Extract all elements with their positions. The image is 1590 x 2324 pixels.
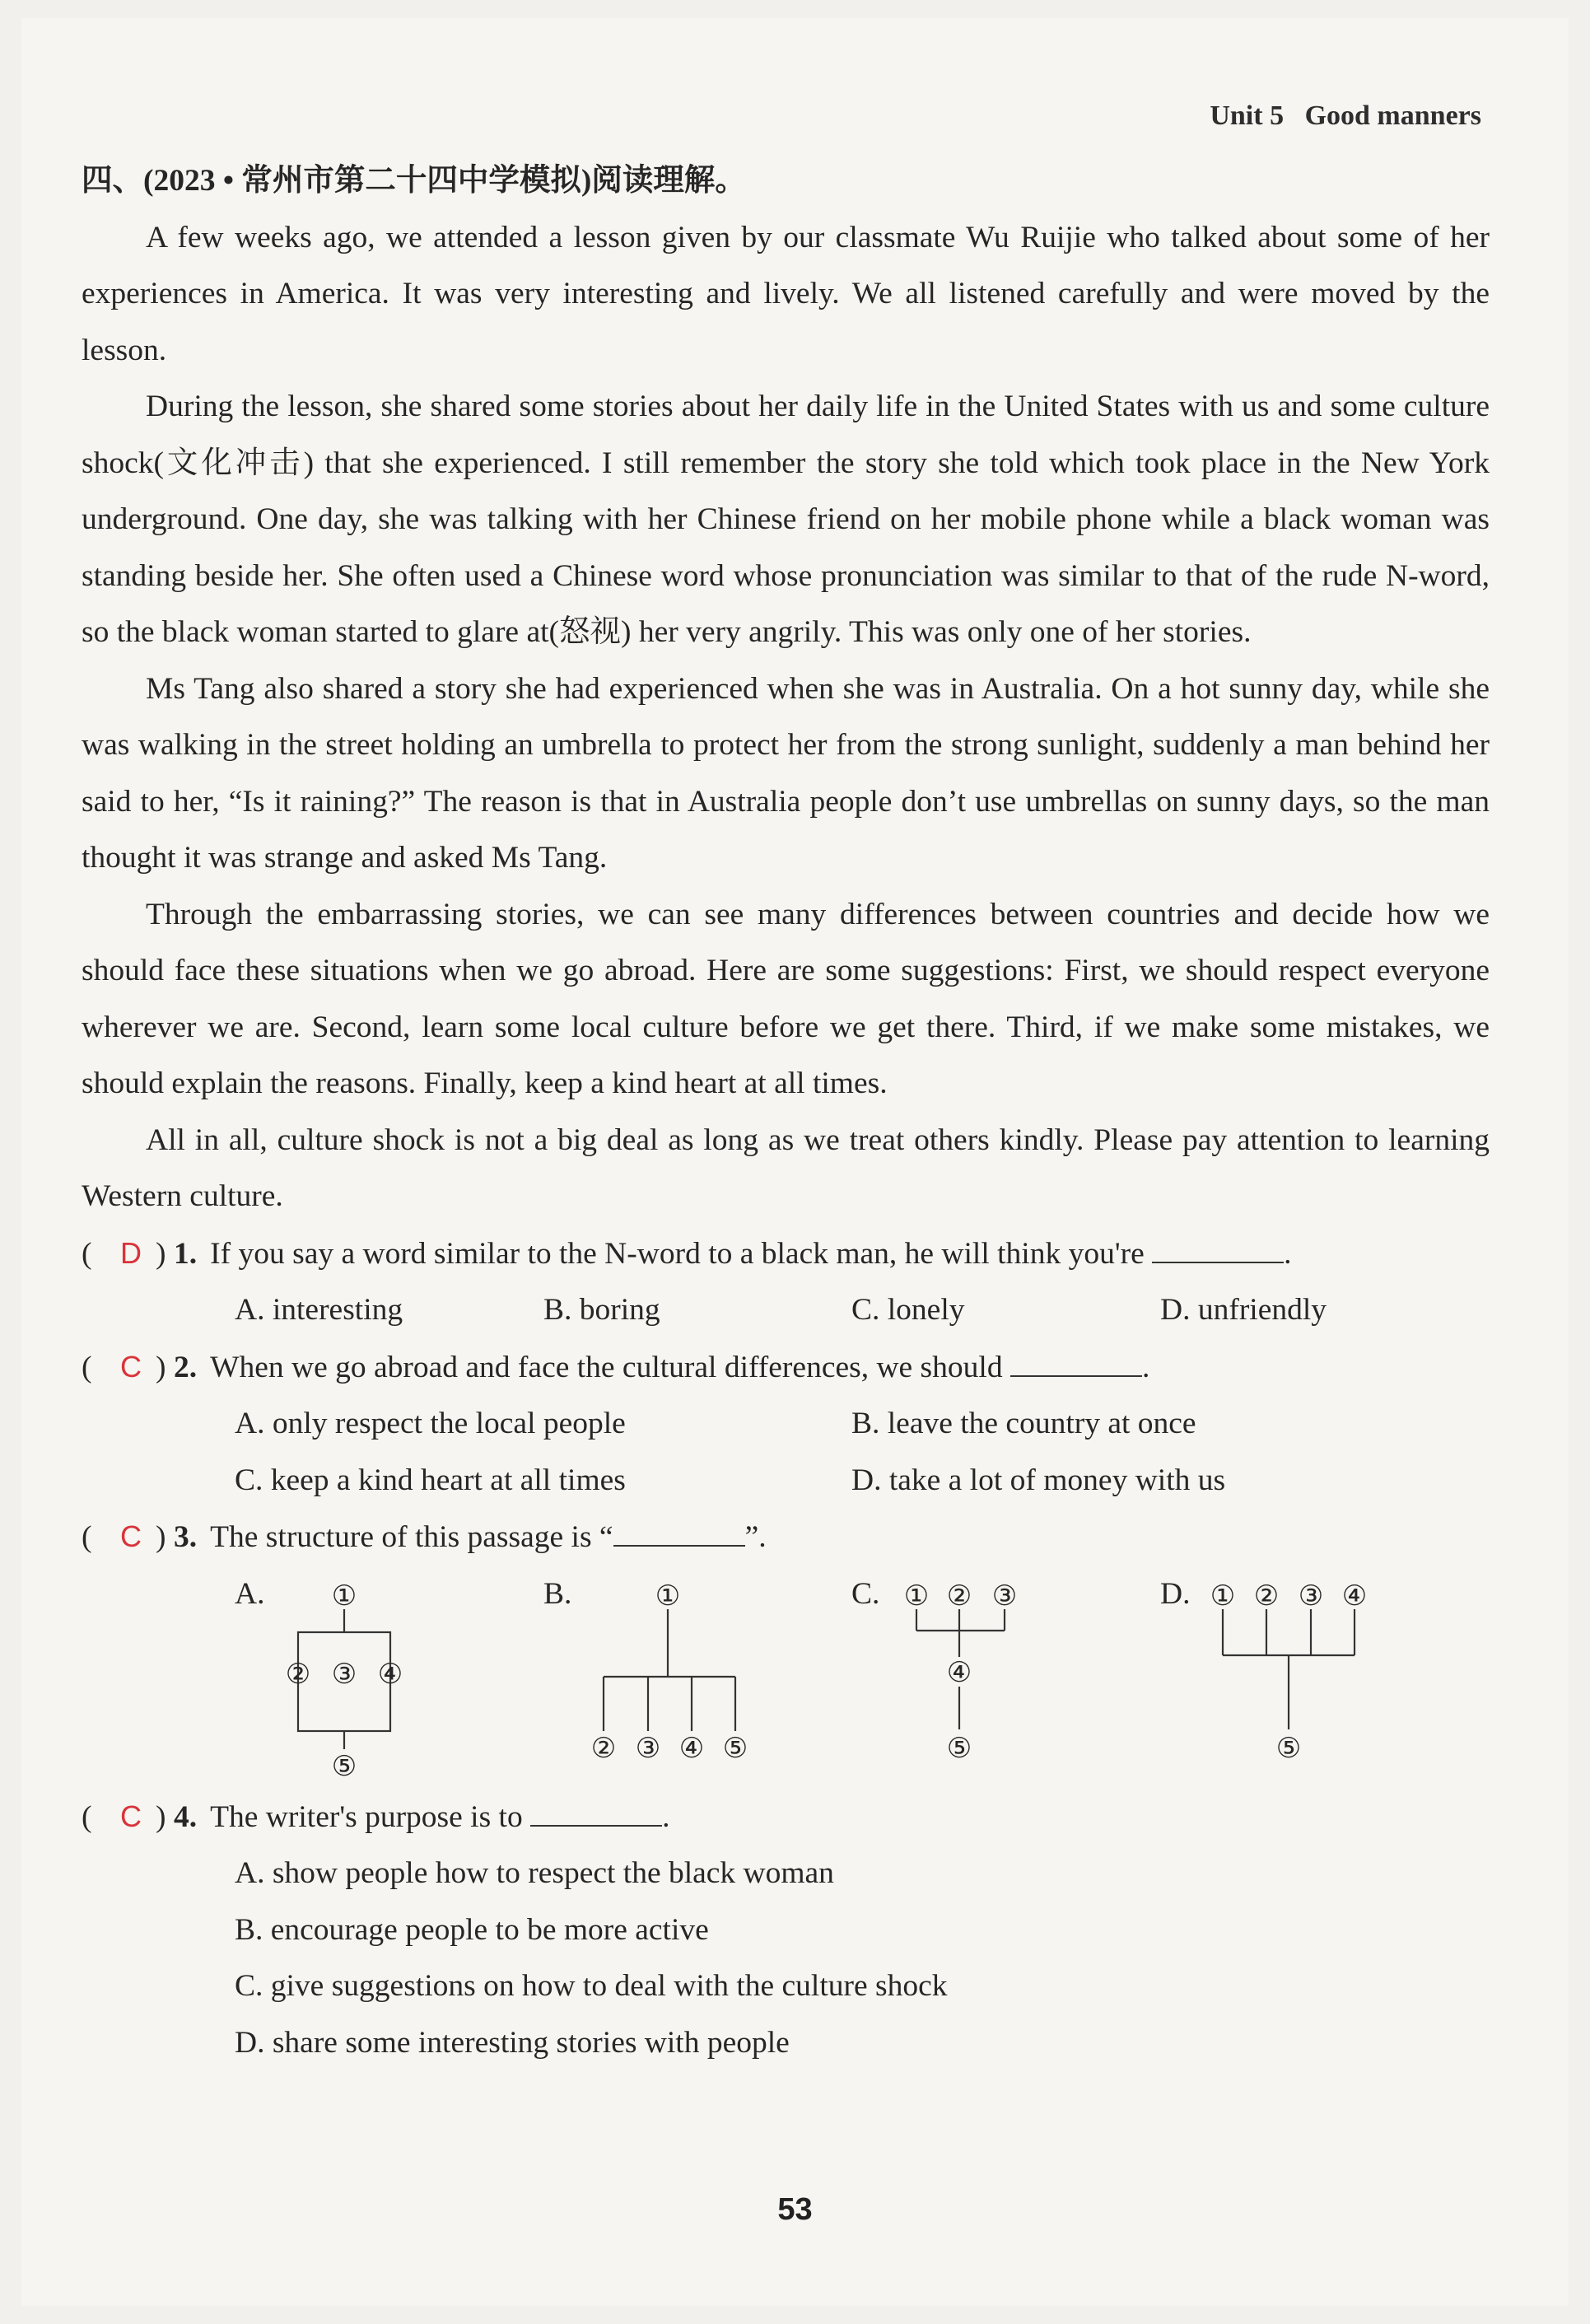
paren-close: ) bbox=[156, 1350, 166, 1384]
answer-blank bbox=[613, 1512, 745, 1547]
option-d: D. take a lot of money with us bbox=[851, 1463, 1226, 1497]
node-1: ① bbox=[331, 1579, 357, 1612]
paren-close: ) bbox=[156, 1236, 166, 1271]
unit-title: Good manners bbox=[1304, 100, 1481, 131]
option-b: B. bbox=[543, 1576, 572, 1611]
node-2: ② bbox=[946, 1579, 972, 1612]
paren-close: ) bbox=[156, 1520, 166, 1554]
node-1: ① bbox=[655, 1579, 681, 1612]
option-d: D. bbox=[1160, 1576, 1191, 1611]
question-3 bbox=[82, 1509, 1490, 1566]
diagram-c-svg bbox=[851, 1566, 1049, 1789]
answer-4: C bbox=[120, 1799, 142, 1833]
node-3: ③ bbox=[635, 1731, 661, 1765]
question-4 bbox=[82, 1789, 1490, 1846]
node-1: ① bbox=[1210, 1579, 1236, 1612]
question-2 bbox=[82, 1339, 1490, 1397]
option-b: B. boring bbox=[543, 1293, 660, 1327]
node-4: ④ bbox=[1341, 1579, 1368, 1612]
diagram-a-svg bbox=[235, 1566, 416, 1789]
node-2: ② bbox=[1253, 1579, 1280, 1612]
paren-open: ( bbox=[82, 1236, 92, 1271]
option-a: A. show people how to respect the black woman bbox=[235, 1856, 834, 1890]
node-3: ③ bbox=[991, 1579, 1018, 1612]
question-stem: The structure of this passage is “ bbox=[210, 1520, 613, 1554]
option-a: A. bbox=[235, 1576, 265, 1611]
node-4: ④ bbox=[377, 1657, 403, 1691]
question-number: 1. bbox=[174, 1236, 198, 1271]
option-c: C. give suggestions on how to deal with the culture shock bbox=[235, 1969, 948, 2003]
question-stem: The writer's purpose is to bbox=[210, 1799, 523, 1834]
question-2-options-row-2 bbox=[82, 1453, 1490, 1510]
paren-open: ( bbox=[82, 1520, 92, 1554]
structure-diagrams bbox=[82, 1566, 1490, 1789]
question-2-options-row-1 bbox=[82, 1396, 1490, 1453]
question-number: 4. bbox=[174, 1799, 198, 1834]
node-1: ① bbox=[903, 1579, 930, 1612]
passage-paragraph-2: During the lesson, she shared some stories about her daily life in the United States with us and some culture shock(文化冲击) that she experienced. I still remember the story she told which took place in the New York underground. One day, she was talking with her Chinese friend on her mobile phone while a black woman was standing beside her. She often used a Chinese word whose pronunciation was similar to that of the rude N-word, so the black woman started to glare at(怒视) her very angrily. This was only one of her stories. bbox=[82, 390, 1490, 649]
answer-blank bbox=[530, 1792, 662, 1827]
option-b: B. leave the country at once bbox=[851, 1407, 1196, 1440]
answer-3: C bbox=[120, 1519, 142, 1553]
node-2: ② bbox=[590, 1731, 617, 1765]
question-stem-end: ”. bbox=[744, 1520, 767, 1554]
node-3: ③ bbox=[331, 1657, 357, 1691]
node-4: ④ bbox=[946, 1655, 972, 1689]
node-3: ③ bbox=[1298, 1579, 1324, 1612]
answer-2: C bbox=[120, 1349, 142, 1384]
paren-open: ( bbox=[82, 1350, 92, 1384]
option-a: A. only respect the local people bbox=[235, 1407, 626, 1440]
option-b: B. encourage people to be more active bbox=[235, 1912, 709, 1947]
paren-close: ) bbox=[156, 1799, 166, 1834]
option-c: C. lonely bbox=[851, 1293, 965, 1327]
section-title: 四、(2023 • 常州市第二十四中学模拟)阅读理解。 bbox=[82, 164, 746, 198]
paren-open: ( bbox=[82, 1799, 92, 1834]
question-1 bbox=[82, 1225, 1490, 1283]
option-d: D. share some interesting stories with people bbox=[235, 2025, 790, 2060]
node-5: ⑤ bbox=[946, 1731, 972, 1765]
option-d: D. unfriendly bbox=[1160, 1293, 1327, 1327]
unit-header bbox=[1210, 100, 1481, 132]
option-c: C. bbox=[851, 1576, 880, 1611]
question-4-options bbox=[82, 1846, 1490, 2071]
passage-paragraph-3: Ms Tang also shared a story she had experienced when she was in Australia. On a hot sunny day, while she was walking in the street holding an umbrella to protect her from the strong sunlight, suddenly a man behind her said to her, “Is it raining?” The reason is that in Australia people don’t use umbrellas on sunny days, so the man thought it was strange and asked Ms Tang. bbox=[82, 671, 1490, 875]
diagram-d-svg bbox=[1160, 1566, 1374, 1789]
passage-paragraph-4: Through the embarrassing stories, we can see many differences between countries and decide how we should face these situations when we go abroad. Here are some suggestions: First, we should respect everyone wherever we are. Second, learn some local culture before we get there. Third, if we make some mistakes, we should explain the reasons. Finally, keep a kind heart at all times. bbox=[82, 897, 1490, 1100]
option-c: C. keep a kind heart at all times bbox=[235, 1463, 626, 1497]
question-stem-end: . bbox=[662, 1799, 670, 1834]
question-stem: When we go abroad and face the cultural differences, we should bbox=[210, 1350, 1003, 1384]
question-stem-end: . bbox=[1284, 1236, 1292, 1271]
node-5: ⑤ bbox=[722, 1731, 748, 1765]
question-number: 2. bbox=[174, 1350, 198, 1384]
node-2: ② bbox=[285, 1657, 311, 1691]
page-number: 53 bbox=[777, 2192, 813, 2227]
answer-1: D bbox=[120, 1235, 142, 1270]
question-stem-end: . bbox=[1141, 1350, 1150, 1384]
passage-paragraph-5: All in all, culture shock is not a big deal as long as we treat others kindly. Please pay attention to learning Western culture. bbox=[82, 1122, 1490, 1213]
node-5: ⑤ bbox=[1275, 1731, 1302, 1765]
diagram-b-svg bbox=[543, 1566, 758, 1789]
answer-blank bbox=[1010, 1342, 1142, 1377]
node-4: ④ bbox=[678, 1731, 705, 1765]
passage-paragraph-1: A few weeks ago, we attended a lesson given by our classmate Wu Ruijie who talked about some of her experiences in America. It was very interesting and lively. We all listened carefully and were moved by the lesson. bbox=[82, 220, 1490, 367]
question-number: 3. bbox=[174, 1520, 198, 1554]
unit-label: Unit 5 bbox=[1210, 100, 1285, 131]
exercise-content bbox=[82, 153, 1490, 2071]
question-stem: If you say a word similar to the N-word to a black man, he will think you're bbox=[210, 1236, 1145, 1271]
question-1-options bbox=[82, 1282, 1490, 1339]
answer-blank bbox=[1152, 1229, 1284, 1263]
option-a: A. interesting bbox=[235, 1293, 403, 1327]
node-5: ⑤ bbox=[331, 1749, 357, 1783]
